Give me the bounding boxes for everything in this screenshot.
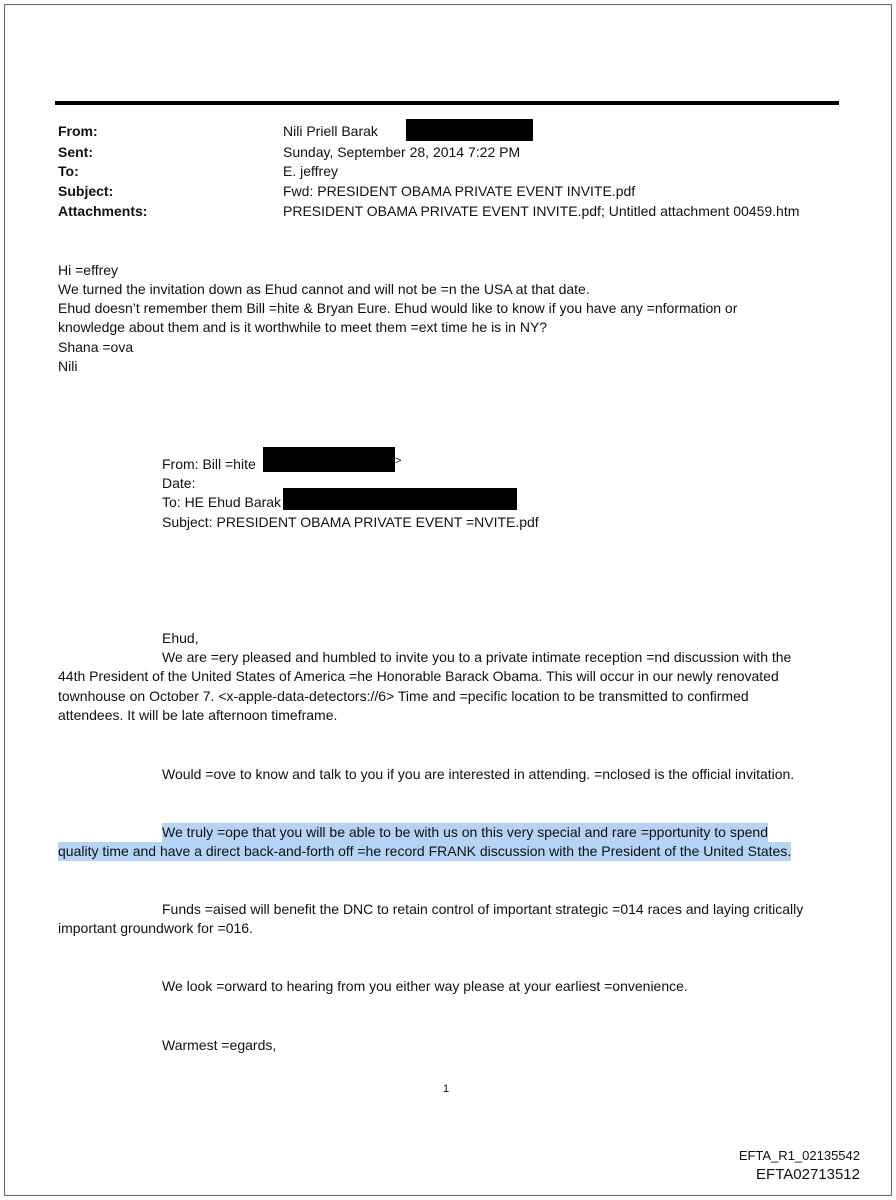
signature-name: Nili [58,358,78,374]
forwarded-from: From: Bill =hite [162,456,256,472]
body-line: Hi =effrey [58,262,119,278]
subject-value: Fwd: PRESIDENT OBAMA PRIVATE EVENT INVITE.pdf [283,183,636,199]
letter-line: important groundwork for =016. [58,920,253,936]
letter-line: Would =ove to know and talk to you if you are interested in attending. =nclosed is the official invitation. [162,766,795,782]
to-value: E. jeffrey [283,163,338,179]
body-line: Shana =ova [58,339,134,355]
sent-value: Sunday, September 28, 2014 7:22 PM [283,144,521,160]
letter-line: 44th President of the United States of America =he Honorable Barack Obama. This will occur in our newly renovated [58,668,779,684]
highlighted-line: We truly =ope that you will be able to be with us on this very special and rare =pportunity to spend [162,824,768,840]
forwarded-from-bracket: > [395,455,402,467]
forwarded-to: To: HE Ehud Barak [162,494,282,510]
bates-number-1: EFTA_R1_02135542 [738,1148,860,1163]
from-value: Nili Priell Barak [283,123,378,139]
redaction-box [406,119,533,141]
letter-closing: Warmest =egards, [162,1037,277,1053]
sent-label: Sent: [58,144,93,160]
forwarded-subject: Subject: PRESIDENT OBAMA PRIVATE EVENT =NVITE.pdf [162,514,539,530]
bates-number-2: EFTA02713512 [756,1166,860,1183]
body-line: knowledge about them and is it worthwhile to meet them =ext time he is in NY? [58,319,548,335]
from-label: From: [58,123,98,139]
letter-line: We are =ery pleased and humbled to invite you to a private intimate reception =nd discussion with the [162,649,792,665]
attachments-value: PRESIDENT OBAMA PRIVATE EVENT INVITE.pdf; Untitled attachment 00459.htm [283,203,800,219]
highlighted-line: quality time and have a direct back-and-forth off =he record FRANK discussion with the President of the United States. [58,843,792,859]
attachments-label: Attachments: [58,203,148,219]
header-rule [55,101,839,105]
body-line: Ehud doesn’t remember them Bill =hite & Bryan Eure. Ehud would like to know if you have any =nformation or [58,300,738,316]
page-number: 1 [443,1083,450,1095]
redaction-box [283,488,517,510]
forwarded-date: Date: [162,475,196,491]
subject-label: Subject: [58,183,114,199]
body-line: We turned the invitation down as Ehud cannot and will not be =n the USA at that date. [58,281,590,297]
letter-line: attendees. It will be late afternoon timeframe. [58,707,338,723]
letter-line: Funds =aised will benefit the DNC to retain control of important strategic =014 races and laying critically [162,901,804,917]
to-label: To: [58,163,79,179]
letter-line: We look =orward to hearing from you either way please at your earliest =onvenience. [162,978,688,994]
letter-line: townhouse on October 7. <x-apple-data-detectors://6> Time and =pecific location to be transmitted to confirmed [58,688,749,704]
letter-salutation: Ehud, [162,630,199,646]
redaction-box [263,447,395,472]
